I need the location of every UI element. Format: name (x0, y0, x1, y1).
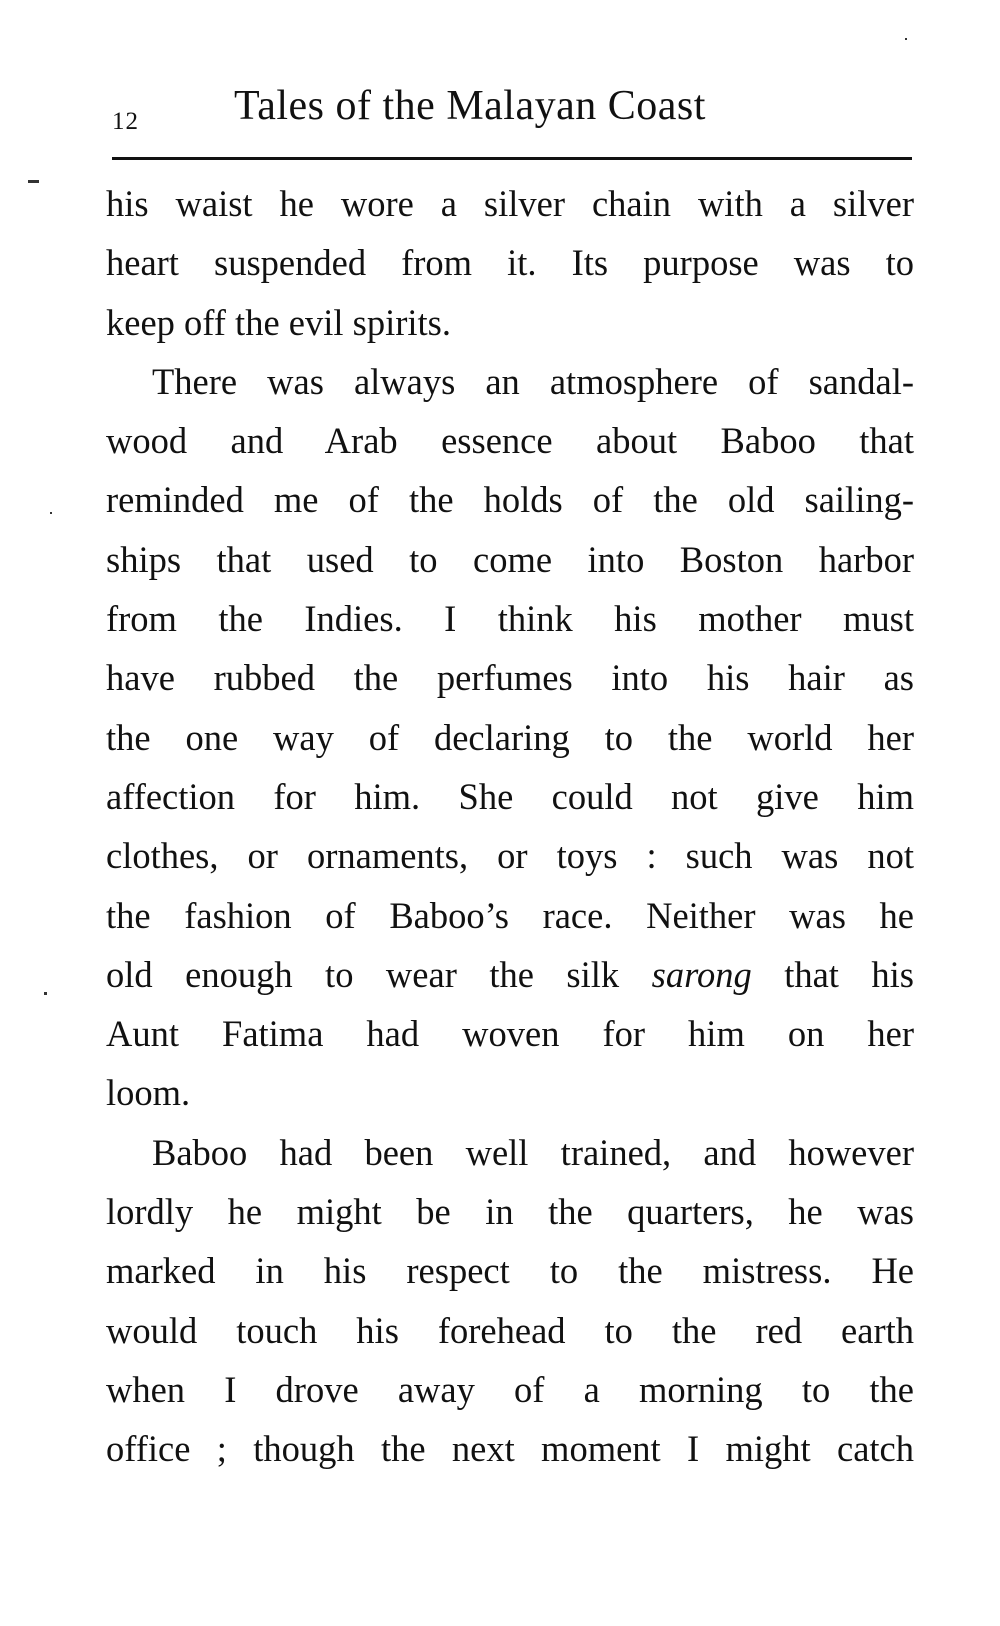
text-line: the fashion of Baboo’s race. Neither was he (106, 894, 914, 936)
text-line: would touch his forehead to the red earth (106, 1309, 914, 1351)
margin-mark (28, 180, 39, 183)
margin-mark (905, 38, 907, 40)
body-text (106, 174, 914, 1479)
text-line: lordly he might be in the quarters, he was (106, 1191, 914, 1233)
margin-mark (44, 992, 47, 995)
text-line: wood and Arab essence about Baboo that (106, 420, 914, 462)
text-line: his waist he wore a silver chain with a silver (106, 183, 914, 224)
text-line: Aunt Fatima had woven for him on her (106, 1013, 914, 1055)
text-line: affection for him. She could not give him (106, 775, 914, 817)
running-head (112, 82, 912, 142)
text-line: reminded me of the holds of the old sailing- (106, 479, 914, 521)
text-line: the one way of declaring to the world her (106, 716, 914, 758)
text-line: There was always an atmosphere of sandal- (152, 360, 914, 402)
text-line: when I drove away of a morning to the (106, 1368, 914, 1410)
italic-word: sarong (651, 953, 752, 995)
text-segment: that his (784, 953, 914, 995)
text-line: heart suspended from it. Its purpose was to (106, 242, 914, 284)
margin-mark (50, 512, 52, 514)
text-line: ships that used to come into Boston harbor (106, 538, 914, 580)
text-line: have rubbed the perfumes into his hair as (106, 657, 914, 699)
text-line: marked in his respect to the mistress. He (106, 1250, 914, 1292)
running-title: Tales of the Malayan Coast (234, 83, 706, 129)
header-rule (112, 157, 912, 160)
text-segment: old enough to wear the silk (106, 953, 620, 995)
text-line: clothes, or ornaments, or toys : such was not (106, 835, 914, 877)
text-line: from the Indies. I think his mother must (106, 598, 914, 640)
text-line-with-italic (106, 945, 914, 1004)
text-line: keep off the evil spirits. (106, 301, 451, 343)
text-line: Baboo had been well trained, and however (152, 1131, 914, 1173)
text-line: office ; though the next moment I might catch (106, 1428, 914, 1470)
page-number: 12 (112, 108, 139, 135)
text-line: loom. (106, 1072, 191, 1114)
